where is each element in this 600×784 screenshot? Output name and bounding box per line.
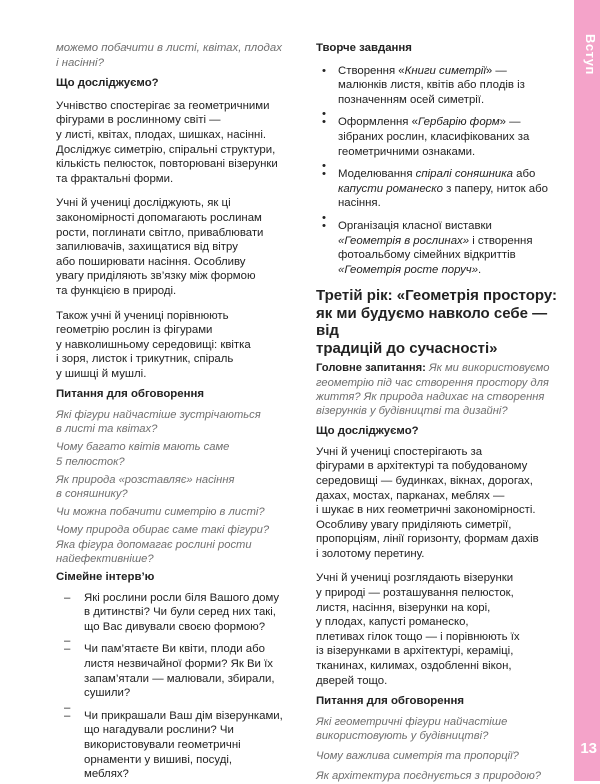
family-item: – Які рослини росли біля Вашого дому в дитинстві? Чи були серед них такі, що Вас дивували своєю формою?	[56, 591, 306, 635]
discussion-question: Чому природа обирає саме такі фігури? Яка фігура допомагає рослині рости найефективніше?	[56, 524, 270, 565]
page-number: 13	[580, 740, 597, 757]
family-heading: Сімейне інтерв’ю	[56, 571, 155, 584]
section-tab	[574, 0, 600, 781]
discussion-question-year3: Які геометричні фігури найчастіше використовують у будівництві?	[316, 715, 508, 743]
discussion-question: Чому багато квітів мають саме 5 пелюсток?	[56, 441, 230, 468]
what-paragraph-1: Учнівство спостерігає за геометричними фігурами в рослинному світі — у листі, квітах, плодах, шишках, насінні. Досліджує симетрію, спіральні структури, кількість пелюсток, повторювані візерунки та фрактальні форми.	[56, 99, 278, 185]
discussion-question-year3: Чому важлива симетрія та пропорції?	[316, 750, 519, 763]
what-paragraph-3: Також учні й учениці порівнюють геометрію рослин із фігурами у навколишньому середовищі: квітка і зоря, листок і трикутник, спіраль у шишці й мушлі.	[56, 309, 251, 380]
right-column	[316, 0, 564, 784]
year3-paragraph-2: Учні й учениці розглядають візерунки у природі — розташування пелюсток, листя, насіння, візерунки на корі, у плодах, капусті романеско, плетивах гілок тощо — і порівнюють їх із візерунками в архітектурі, кераміці, тканинах, килимах, оздобленні вікон, дверей тощо.	[316, 572, 520, 687]
creative-item: • Оформлення «Гербарію форм» — зібраних рослин, класифікованих за геометричними ознаками.	[316, 115, 564, 159]
creative-item: • Організація класної виставки «Геометрія в рослинах» і створення фотоальбому сімейних відкриттів «Геометрія росте поруч».	[316, 219, 564, 277]
discussion-question: Чи можна побачити симетрію в листі?	[56, 506, 265, 519]
creative-heading: Творче завдання	[316, 42, 412, 54]
left-column	[56, 0, 306, 782]
intro-question: можемо побачити в листі, квітах, плодах і насінні?	[56, 42, 282, 69]
discussion-heading: Питання для обговорення	[56, 388, 205, 401]
creative-item: • Створення «Книги симетрії» — малюнків листя, квітів або плодів із позначенням осей симетрії.	[316, 64, 564, 108]
discussion-heading-year3: Питання для обговорення	[316, 695, 465, 708]
what-paragraph-2: Учні й учениці досліджують, як ці закономірності допомагають рослинам рости, поглинати світло, приваблювати запилювачів, захищатися від вітру або поширювати насіння. Особливу увагу приділяють зв’язку між формою та функцією в природі.	[56, 197, 264, 297]
discussion-question: Як природа «розставляє» насіння в соняшнику?	[56, 473, 235, 501]
family-list	[56, 591, 306, 782]
year3-paragraph-1: Учні й учениці спостерігають за фігурами в архітектурі та побудованому середовищі — будинках, вікнах, дорогах, дахах, мостах, парканах, меблях — і шукає в них геометричні закономірності. Особливу увагу приділяють симетрії, пропорціям, лінії горизонту, формам дахів і золотому перетину.	[316, 445, 539, 560]
family-item: – Чи прикрашали Ваш дім візерунками, що нагадували рослини? Чи використовували геометричні орнаменти у вишиві, посуді, меблях?	[56, 709, 306, 782]
what-heading: Що досліджуємо?	[56, 77, 159, 90]
main-question: Головне запитання: Як ми використовуємо геометрію під час створення простору для життя? Як природа надихає на створення візерунків у будівництві та дизайні?	[316, 362, 550, 417]
discussion-question-year3: Як архітектура поєднується з природою?	[316, 770, 542, 783]
discussion-question: Які фігури найчастіше зустрічаються в листі та квітах?	[56, 409, 261, 436]
creative-list	[316, 64, 564, 278]
section-tab-label: Вступ	[583, 34, 598, 75]
year3-title: Третій рік: «Геометрія простору: як ми будуємо навколо себе — від традицій до сучасності»	[316, 287, 557, 357]
family-item: – Чи пам’ятаєте Ви квіти, плоди або листя незвичайної форми? Як Ви їх запам’ятали — малювали, збирали, сушили?	[56, 642, 306, 700]
what-heading-year3: Що досліджуємо?	[316, 425, 419, 438]
creative-item: • Моделювання спіралі соняшника або капусти романеско з паперу, ниток або насіння.	[316, 167, 564, 211]
